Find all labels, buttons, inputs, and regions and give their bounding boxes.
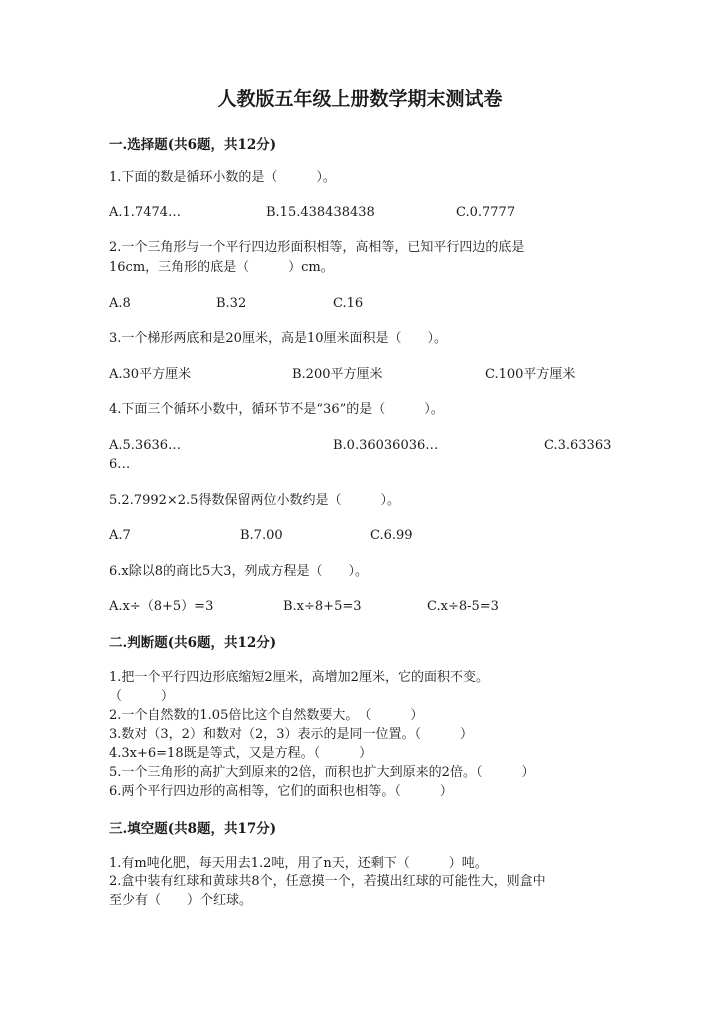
question-text-continued: 至少有（ ）个红球。 <box>109 893 253 908</box>
question-text: 6.x除以8的商比5大3，列成方程是（ ）。 <box>109 564 369 579</box>
statement: 1.把一个平行四边形底缩短2厘米，高增加2厘米，它的面积不变。 <box>109 670 489 685</box>
option-c: C.100平方厘米 <box>485 367 576 382</box>
question-text-continued: 16cm，三角形的底是（ ）cm。 <box>109 260 334 275</box>
question-text: 4.下面三个循环小数中，循环节不是“36”的是（ ）。 <box>109 402 444 417</box>
option-b: B.7.00 <box>240 528 283 543</box>
option-b: B.0.36036036… <box>333 438 439 453</box>
option-b: B.x÷8+5=3 <box>283 599 362 614</box>
section-heading-judgement: 二.判断题(共6题，共12分) <box>109 635 277 651</box>
option-c: C.6.99 <box>370 528 413 543</box>
section-heading-choice: 一.选择题(共6题，共12分) <box>109 137 277 153</box>
option-c: C.0.7777 <box>456 205 516 220</box>
option-c: C.x÷8-5=3 <box>427 599 499 614</box>
option-a: A.5.3636… <box>109 438 182 453</box>
question-text: 2.盒中装有红球和黄球共8个，任意摸一个，若摸出红球的可能性大，则盒中 <box>109 874 546 889</box>
option-a: A.8 <box>109 296 131 311</box>
option-c-continued: 6… <box>109 457 131 472</box>
option-a: A.30平方厘米 <box>109 367 192 382</box>
statement: 5.一个三角形的高扩大到原来的2倍，而积也扩大到原来的2倍。（ ） <box>109 765 535 780</box>
answer-bracket: （ ） <box>109 689 175 704</box>
section-heading-fill: 三.填空题(共8题，共17分) <box>109 821 277 837</box>
question-text: 2.一个三角形与一个平行四边形面积相等，高相等，已知平行四边的底是 <box>109 240 525 255</box>
option-a: A.7 <box>109 528 131 543</box>
option-a: A.1.7474… <box>109 205 182 220</box>
option-a: A.x÷（8+5）=3 <box>109 599 214 614</box>
statement: 6.两个平行四边形的高相等，它们的面积也相等。（ ） <box>109 784 453 799</box>
statement: 3.数对（3，2）和数对（2，3）表示的是同一位置。（ ） <box>109 727 473 742</box>
option-b: B.15.438438438 <box>266 205 375 220</box>
statement: 4.3x+6=18既是等式，又是方程。（ ） <box>109 746 373 761</box>
option-c: C.3.63363 <box>544 438 612 453</box>
question-text: 1.有m吨化肥，每天用去1.2吨，用了n天，还剩下（ ）吨。 <box>109 856 488 871</box>
question-text: 5.2.7992×2.5得数保留两位小数约是（ ）。 <box>109 493 400 508</box>
page-title: 人教版五年级上册数学期末测试卷 <box>217 88 503 110</box>
question-text: 1.下面的数是循环小数的是（ ）。 <box>109 170 336 185</box>
question-text: 3.一个梯形两底和是20厘米，高是10厘米面积是（ ）。 <box>109 331 447 346</box>
option-b: B.200平方厘米 <box>292 367 383 382</box>
statement: 2.一个自然数的1.05倍比这个自然数要大。 （ ） <box>109 708 424 723</box>
option-c: C.16 <box>333 296 364 311</box>
option-b: B.32 <box>216 296 247 311</box>
